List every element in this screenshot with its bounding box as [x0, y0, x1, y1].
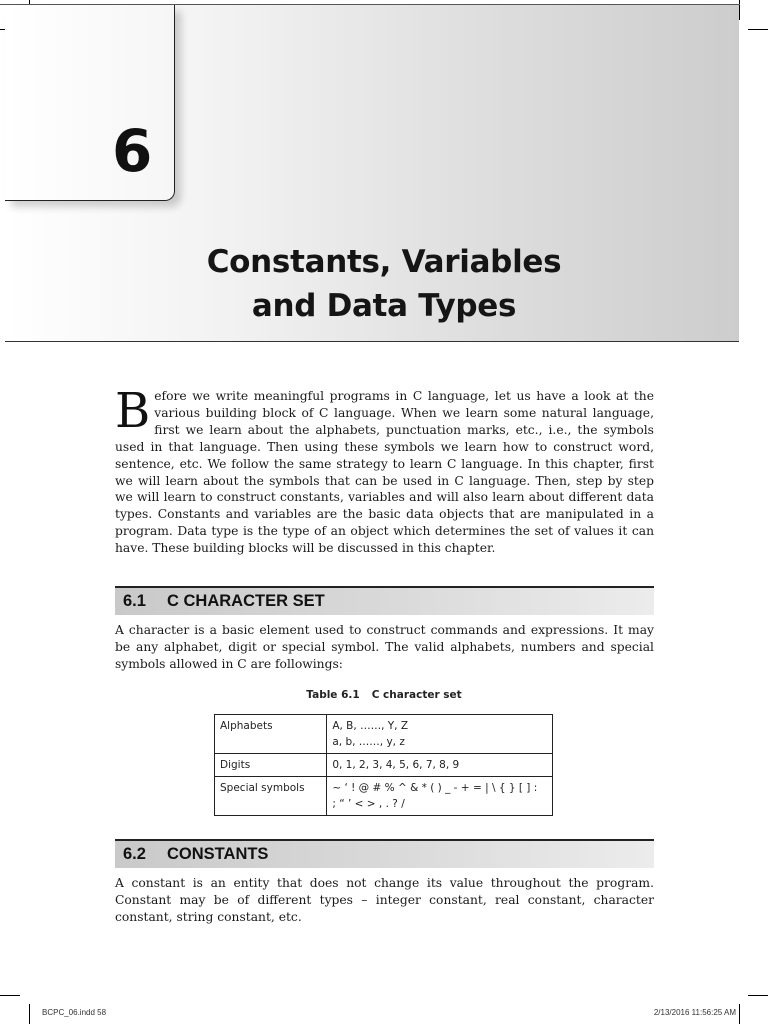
table-cell-value	[327, 777, 553, 816]
table-cell-line: a, b, ……, y, z	[332, 736, 405, 748]
footer-timestamp: 2/13/2016 11:56:25 AM	[653, 1008, 736, 1017]
table-cell-label: Digits	[215, 754, 327, 777]
section-6-1-paragraph: A character is a basic element used to construct commands and expressions. It may be any alphabet, digit or special symbol. The valid alphabets, numbers and special symbols allowed in C are followings:	[115, 623, 654, 671]
section-heading-6-1	[115, 586, 654, 615]
section-title: C CHARACTER SET	[167, 592, 325, 610]
chapter-title-line-1: Constants, Variables	[206, 244, 562, 280]
intro-paragraph	[115, 383, 654, 557]
crop-mark	[29, 1004, 30, 1024]
intro-text: efore we write meaningful programs in C language, let us have a look at the various building block of C language. When we learn some natural language, first we learn about the alphabets, punctuation marks, etc., i.e., the symbols used in that language. Then using these symbols we learn how to construct word, sentence, etc. We follow the same strategy to learn C language. In this chapter, first we will learn about the symbols that can be used in C language. Then, step by step we will learn to construct constants, variables and will also learn about different data types. Constants and variables are the basic data objects that are manipulated in a program. Data type is the type of an object which determines the set of values it can have. These building blocks will be discussed in this chapter.	[115, 389, 654, 556]
table-cell-label: Alphabets	[215, 715, 327, 754]
section-heading-6-2	[115, 839, 654, 868]
table-cell-line: ~ ‘ ! @ # % ^ & * ( ) _ - + = | \ { } [ ] :	[332, 782, 538, 794]
table-row	[215, 754, 553, 777]
table-cell-line: A, B, ……, Y, Z	[332, 720, 409, 732]
table-caption-label: Table 6.1	[306, 689, 360, 701]
chapter-title	[0, 240, 768, 328]
table-cell-label: Special symbols	[215, 777, 327, 816]
table-caption	[0, 689, 768, 701]
section-number: 6.1	[123, 592, 146, 610]
character-set-table	[214, 714, 553, 816]
table-row	[215, 777, 553, 816]
crop-mark	[739, 1004, 740, 1024]
footer-file-slug: BCPC_06.indd 58	[42, 1008, 107, 1017]
table-caption-title: C character set	[371, 689, 462, 701]
section-number: 6.2	[123, 845, 146, 863]
chapter-number: 6	[112, 117, 153, 185]
crop-mark	[739, 0, 740, 20]
table-cell-value	[327, 754, 553, 777]
chapter-title-line-2: and Data Types	[251, 288, 517, 324]
section-6-2-paragraph: A constant is an entity that does not change its value throughout the program. Constant may be of different types – integer constant, real constant, character constant, string constant, etc.	[115, 876, 654, 924]
table-cell-line: 0, 1, 2, 3, 4, 5, 6, 7, 8, 9	[332, 759, 460, 771]
drop-cap: B	[115, 383, 151, 439]
section-title: CONSTANTS	[167, 845, 269, 863]
crop-mark	[748, 29, 768, 30]
crop-mark	[0, 995, 20, 996]
table-row	[215, 715, 553, 754]
crop-mark	[748, 995, 768, 996]
table-cell-line: ; “ ’ < > , . ? /	[332, 798, 405, 810]
table-cell-value	[327, 715, 553, 754]
